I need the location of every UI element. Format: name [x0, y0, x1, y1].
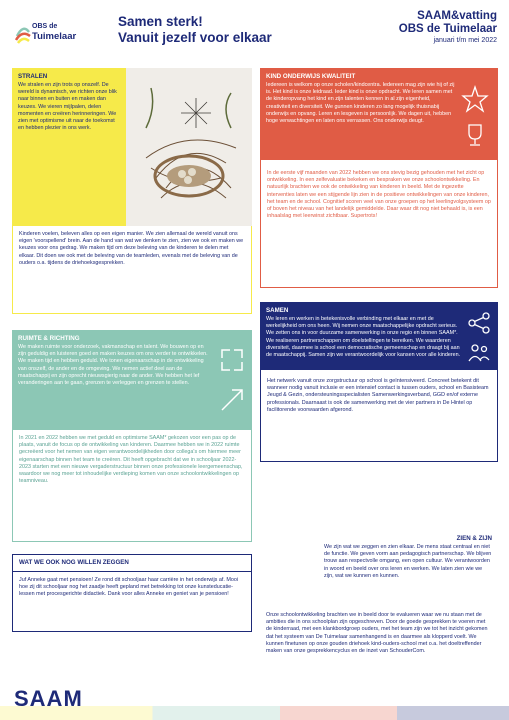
extra-heading-bar: [12, 554, 252, 572]
zien-body: Onze schoolontwikkeling brachten we in beeld door te evalueren waar we nu staan met de ambities die in ons schoolplan zijn opgeschreven. Door de goede gesprekken te voeren met de kinderraad, met een klankbordgroep ouders, met het team zijn we tot het inzicht gekomen dat het systeem van De Tuimelaar samenhangend is en daarmee als klopperd voelt. We kunnen finetunen op onze gouden driehoek kind-ouders-school met o.a. het doeltreffender maken van onze gesprekkencyclus en de inzet van SchouderCom.: [266, 612, 488, 655]
diagonal-arrow-icon: [218, 386, 246, 414]
samen-heading: SAMEN: [266, 307, 289, 314]
zien-intro: We zijn wat we zeggen en zien elkaar. De mens staat centraal en niet de functie. We geven vorm aan pedagogisch partnerschap. We blijven trouw aan respectvolle omgang, een open cultuur. We verantwoorden in woord en beeld over ons leren en werken. We laten zien wie we zijn, wat we kunnen en kunnen.: [324, 544, 492, 579]
share-icon: [466, 310, 492, 336]
ruimte-panel: [12, 330, 252, 430]
brand-school: OBS de Tuimelaar: [398, 23, 497, 35]
nest-artwork-image: [126, 68, 252, 226]
extra-heading: WAT WE OOK NOG WILLEN ZEGGEN: [19, 559, 129, 566]
kind-intro: Iedereen is welkom op onze scholen/kindcentra. Iedereen mag zijn wie hij of zij is. Het kind is onze leidraad. Ieder kind is onze opdracht. We leren samen met de kinderopvang het kind en zijn talenten kennen in al zijn eigenheid, creativiteit en diversiteit. We gunnen kinderen zo lang mogelijk thuisnabij onderwijs en opvang. Leren en lesgeven is persoonlijk. We dagen uit, hebben hoge verwachtingen en laten ons verrassen. Ons onderwijs deugt.: [266, 82, 455, 125]
tuimelaar-logo-icon: [14, 22, 32, 44]
title-line-2: Vanuit jezelf voor elkaar: [118, 30, 272, 45]
logo-prefix: OBS de: [32, 23, 58, 30]
ruimte-heading: RUIMTE & RICHTING: [18, 335, 80, 342]
artwork-photo: [126, 68, 252, 226]
ruimte-body: In 2021 en 2022 hebben we met geduld en optimisme SAAM* gekozen voor een pas op de plaats, vanuit de focus op de ontwikkeling van kinderen. Daarmee hebben we in 2022 ruimte gecreëerd voor het nemen van eigen verantwoordelijkheden door collega's om hiermee meer eigenaarschap binnen het team te creëren. Dit heeft opgebracht dat we in schooljaar 2022-2023 starten met een nieuwe vergaderstructuur binnen onze professionele leergemeenschap, waardoor we nog meer tot inhoudelijke verdieping komen van onze schoolontwikkelingen op teamniveau.: [12, 430, 252, 542]
newsletter-brand: [399, 10, 497, 45]
footer-color-band: [0, 706, 509, 720]
saam-logo: SAAM: [14, 686, 83, 711]
school-logo: [14, 22, 76, 48]
star-icon: [460, 84, 490, 114]
ruimte-intro: We maken ruimte voor onderzoek, vakmanschap en talent. We bouwen op en zijn geduldig en luisteren goed en maken keuzes om ons verder te ontwikkelen. We maken tijd en hebben geduld. We tonen eigenaarschap in de ontwikkeling van onszelf, de ander en de omgeving. We nemen actief deel aan de maatschappij en zijn oprecht nieuwsgierig naar de ander. We hebben het lef veranderingen aan te gaan, grenzen te verleggen en grenzen te stellen.: [18, 344, 208, 387]
page-title: [118, 14, 272, 46]
samen-panel: [260, 302, 498, 370]
kind-body: In de eerste vijf maanden van 2022 hebben we ons stevig bezig gehouden met het zicht op ontwikkeling. In een zelfevaluatie bekeken en bespraken we onze schoolontwikkeling. En natuurlijk brachten we ook de ontwikkeling van kinderen in beeld. Met de ingezette interventies laten we een stijgende lijn zien in de positieve ontwikkelingen van onze kinderen, het team en de school. Cognitief scoren veel van onze groepen op het leerlingvolgsysteem op of boven het niveau van het landelijk gemiddelde. Daar waar dit nog niet behaald is, is een inhaalslag met leerwinst zichtbaar. Supertrots!: [260, 160, 498, 288]
kind-panel: [260, 68, 498, 160]
stralen-intro: We stralen en zijn trots op onszelf. De wereld is dynamisch, we richten onze blik naar binnen en buiten en maken dan keuzes. We vieren mijlpalen, delen momenten en creëren herinneringen. We zien met optimisme uit naar de toekomst en hebben plezier in ons werk.: [18, 82, 117, 132]
samen-body: Het netwerk vanuit onze zorgstructuur op school is geïntensiveerd. Concreet betekent dit wanneer nodig vanuit inclusie er een intensief contact is tussen ouders, school en Basisteam Jeugd & Gezin, ondersteuningsspecialisten Samenwerkingsverband, GGD en/of externe professionals. Daarnaast is ook de samenwerking met de vier partners in De Hintel op facilitorende voorwaarden afgerond.: [260, 370, 498, 462]
logo-name: Tuimelaar: [32, 31, 77, 42]
zien-panel: [260, 530, 498, 604]
title-line-1: Samen sterk!: [118, 14, 203, 29]
stralen-body: Kinderen voelen, beleven alles op een eigen manier. We zien allemaal de wereld vanuit ons eigen 'voorspellend' brein. Aan de hand van wat we denken te zien, zien we ook en maken we keuzes voor ons gedrag. We maken tijd om deze beleving van de kinderen te delen met elkaar. Dit doen we ook met de beleving van de teamleden, evenals met de beleving van de ouders o.a. tijdens de driehoeksgesprekken.: [12, 226, 252, 314]
page-header: [0, 0, 509, 56]
zien-heading: ZIEN & ZIJN: [456, 535, 492, 542]
stralen-heading: STRALEN: [18, 73, 48, 80]
samen-intro: We leren en werken in betekenisvolle verbinding met elkaar en met de werkelijkheid om ons heen. Wij nemen onze maatschappelijke opdracht serieus. We zetten ons in voor duurzame samenwerking in onze regio en binnen SAAM*. We realiseren partnerschappen om doelstellingen te bereiken. We waarderen diversiteit, daarmee is school een democratische gemeenschap en draagt bij aan de maatschappij. Samen zijn we verantwoordelijk voor kansen voor alle kinderen.: [266, 316, 461, 359]
extra-body: Juf Anneke gaat met pensioen! Ze rond dit schooljaar haar carrière in het onderwijs af. Mooi hoe zij dit schooljaar nog het zaadje heeft gepland met betrekking tot onze kunsteducatie-lessen met procesgerichte didactiek. Dank voor alles Anneke en geniet van je pensioen!: [12, 572, 252, 632]
people-icon: [466, 340, 492, 366]
brand-title: SAAM&vatting: [417, 10, 497, 22]
expand-arrows-icon: [218, 346, 246, 374]
brand-period: januari t/m mei 2022: [433, 37, 497, 44]
trophy-icon: [460, 120, 490, 150]
kind-heading: KIND ONDERWIJS KWALITEIT: [266, 73, 356, 80]
stralen-panel: [12, 68, 126, 226]
